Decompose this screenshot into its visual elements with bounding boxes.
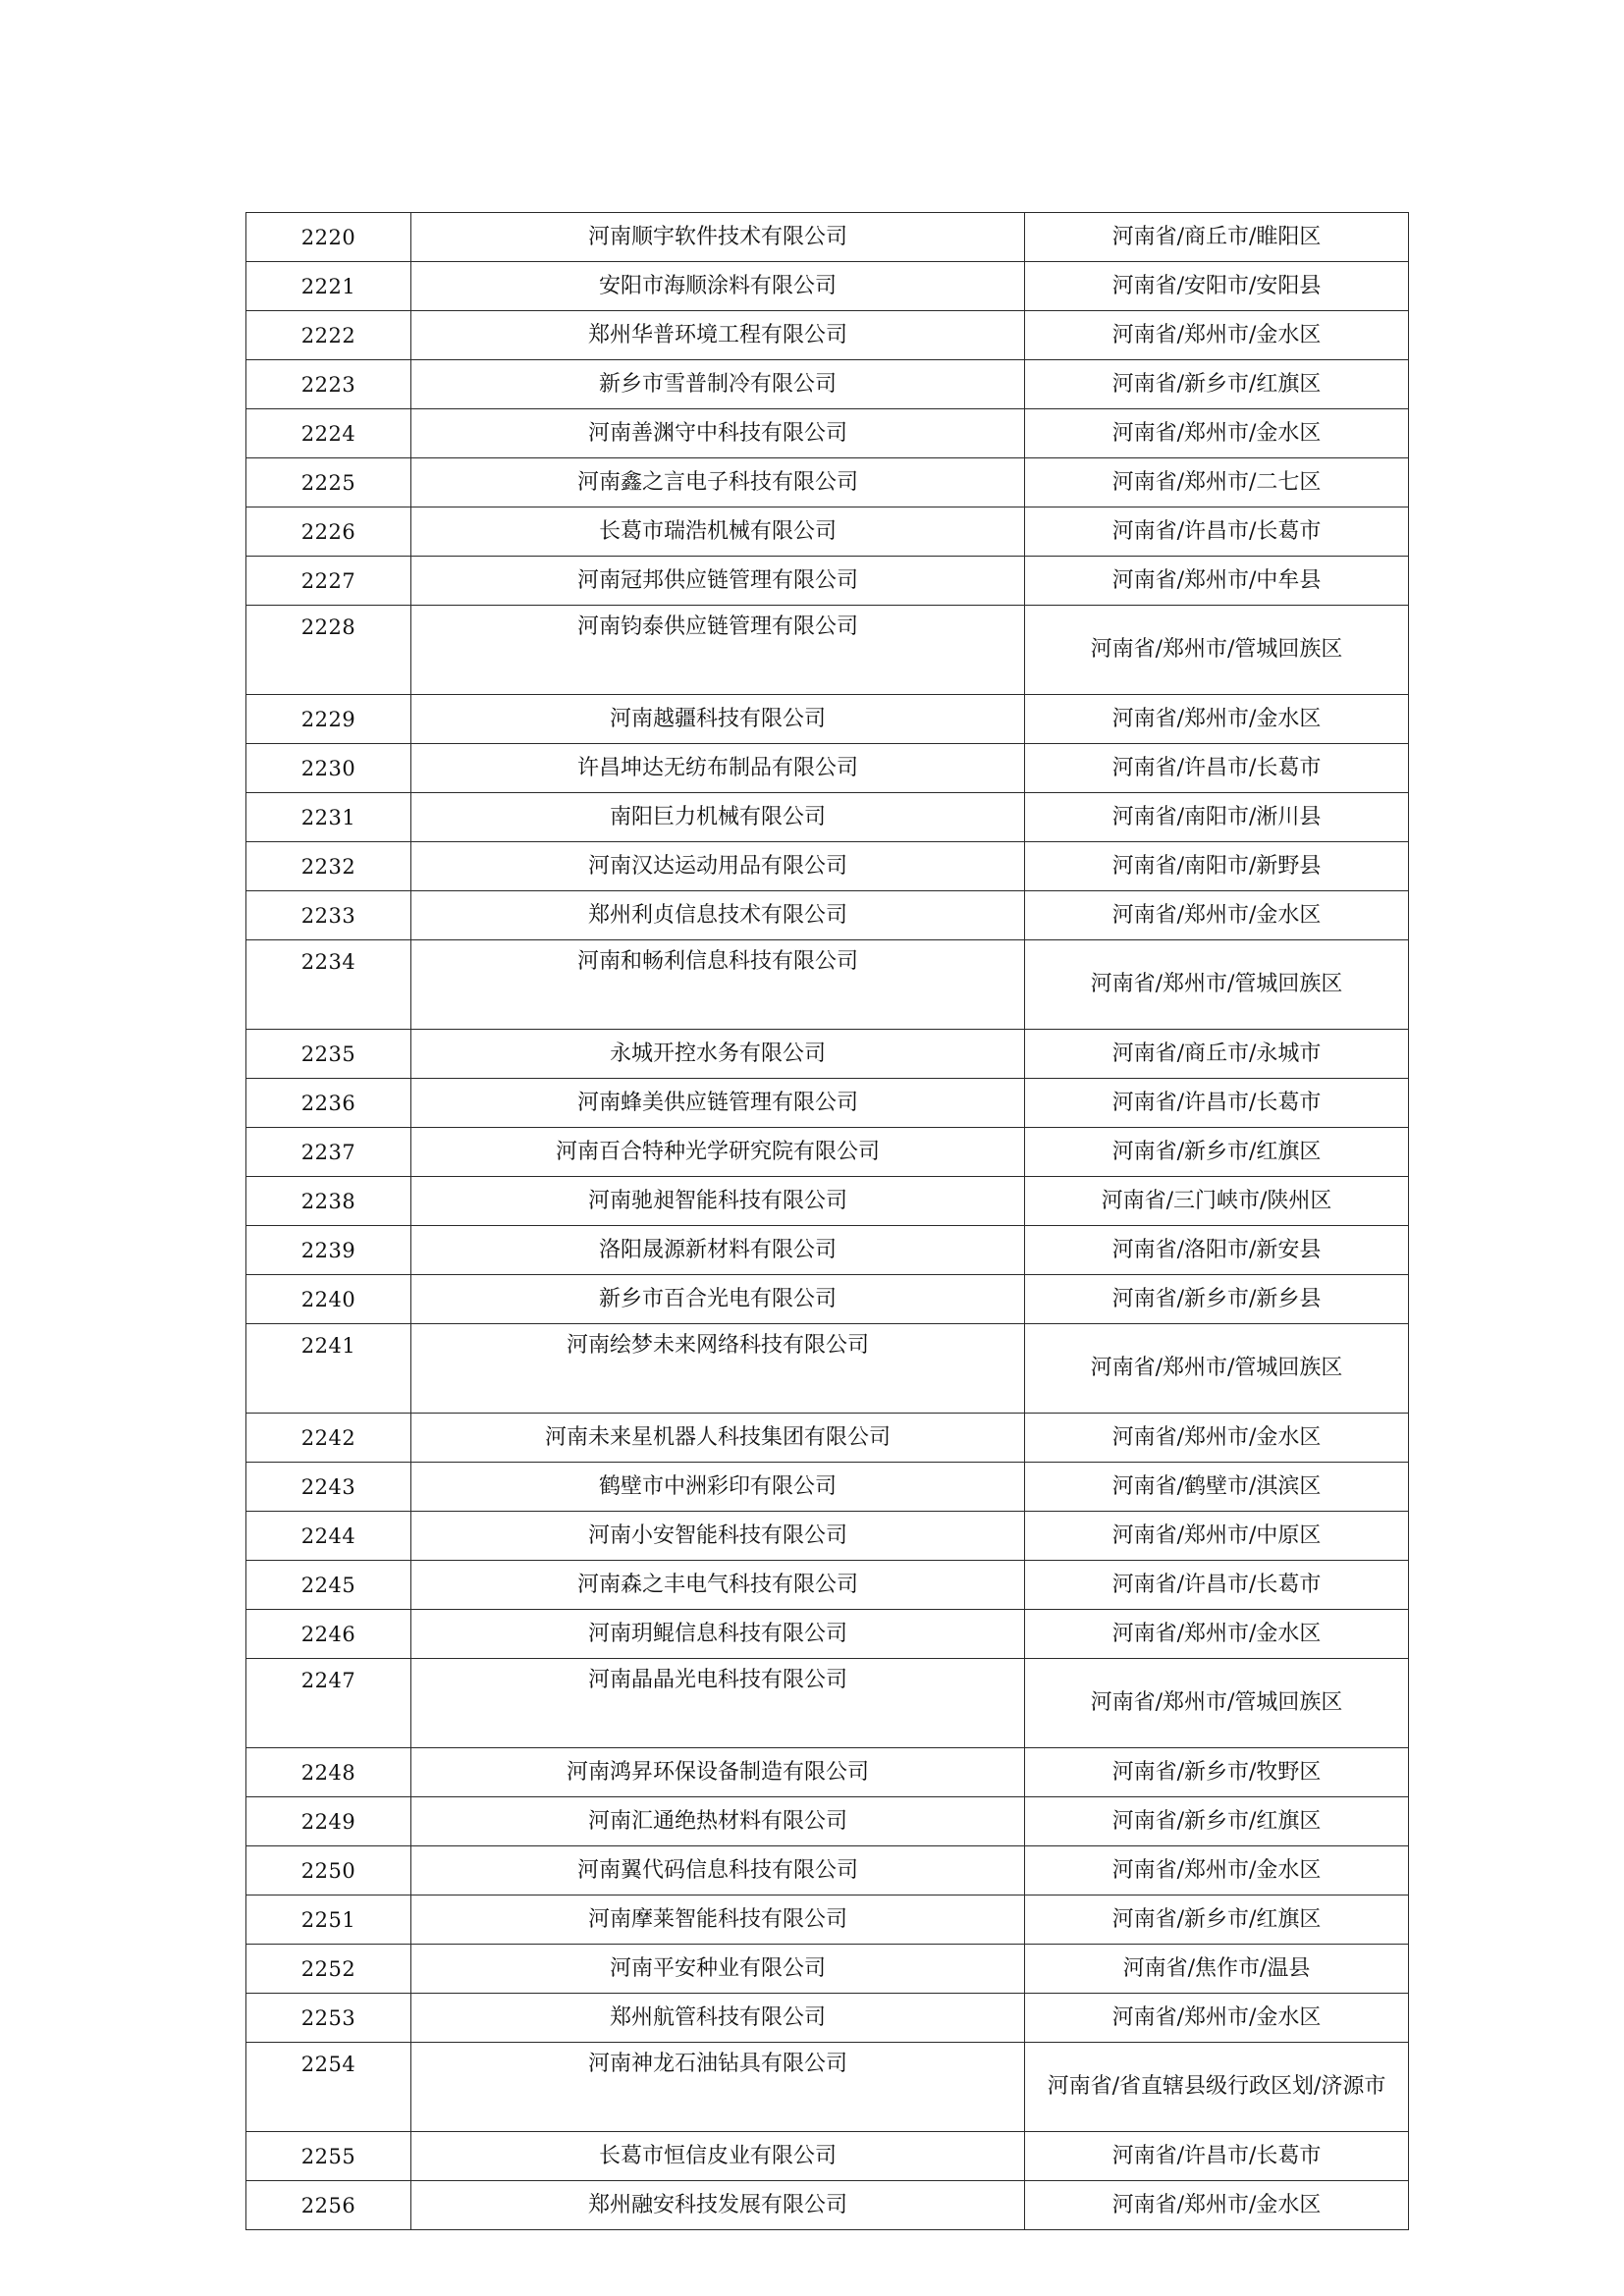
region-cell: 河南省/省直辖县级行政区划/济源市 [1025, 2043, 1409, 2132]
region-cell: 河南省/新乡市/红旗区 [1025, 1797, 1409, 1846]
table-row [246, 1748, 1409, 1797]
row-number-cell: 2249 [246, 1797, 411, 1846]
company-name-cell: 郑州华普环境工程有限公司 [411, 311, 1025, 360]
table-row [246, 1128, 1409, 1177]
row-number-cell: 2221 [246, 262, 411, 311]
table-row [246, 1079, 1409, 1128]
row-number-cell: 2243 [246, 1463, 411, 1512]
company-name-cell: 河南玥鲲信息科技有限公司 [411, 1610, 1025, 1659]
company-name-cell: 河南鑫之言电子科技有限公司 [411, 458, 1025, 507]
region-cell: 河南省/郑州市/管城回族区 [1025, 606, 1409, 695]
row-number-cell: 2220 [246, 213, 411, 262]
table-row [246, 1846, 1409, 1896]
region-cell: 河南省/新乡市/红旗区 [1025, 1128, 1409, 1177]
table-row [246, 1797, 1409, 1846]
region-cell: 河南省/郑州市/金水区 [1025, 1994, 1409, 2043]
enterprise-list-table [245, 212, 1409, 2230]
row-number-cell: 2241 [246, 1324, 411, 1414]
table-row [246, 360, 1409, 409]
table-row [246, 507, 1409, 557]
company-name-cell: 河南越疆科技有限公司 [411, 695, 1025, 744]
company-name-cell: 河南汇通绝热材料有限公司 [411, 1797, 1025, 1846]
table-row [246, 1275, 1409, 1324]
table-row [246, 1561, 1409, 1610]
region-cell: 河南省/郑州市/金水区 [1025, 695, 1409, 744]
table-row [246, 1226, 1409, 1275]
table-row [246, 1030, 1409, 1079]
row-number-cell: 2252 [246, 1945, 411, 1994]
table-row [246, 1512, 1409, 1561]
region-cell: 河南省/许昌市/长葛市 [1025, 744, 1409, 793]
company-name-cell: 洛阳晟源新材料有限公司 [411, 1226, 1025, 1275]
table-row [246, 1610, 1409, 1659]
row-number-cell: 2238 [246, 1177, 411, 1226]
table-row [246, 311, 1409, 360]
region-cell: 河南省/郑州市/金水区 [1025, 409, 1409, 458]
row-number-cell: 2222 [246, 311, 411, 360]
company-name-cell: 河南蜂美供应链管理有限公司 [411, 1079, 1025, 1128]
company-name-cell: 河南小安智能科技有限公司 [411, 1512, 1025, 1561]
region-cell: 河南省/南阳市/新野县 [1025, 842, 1409, 891]
company-name-cell: 河南汉达运动用品有限公司 [411, 842, 1025, 891]
row-number-cell: 2255 [246, 2132, 411, 2181]
row-number-cell: 2223 [246, 360, 411, 409]
table-row [246, 891, 1409, 940]
table-row [246, 793, 1409, 842]
table-row [246, 842, 1409, 891]
company-name-cell: 河南百合特种光学研究院有限公司 [411, 1128, 1025, 1177]
row-number-cell: 2246 [246, 1610, 411, 1659]
table-row [246, 606, 1409, 695]
region-cell: 河南省/焦作市/温县 [1025, 1945, 1409, 1994]
region-cell: 河南省/郑州市/金水区 [1025, 891, 1409, 940]
region-cell: 河南省/郑州市/金水区 [1025, 2181, 1409, 2230]
company-name-cell: 鹤壁市中洲彩印有限公司 [411, 1463, 1025, 1512]
region-cell: 河南省/郑州市/管城回族区 [1025, 940, 1409, 1030]
region-cell: 河南省/郑州市/金水区 [1025, 311, 1409, 360]
company-name-cell: 河南冠邦供应链管理有限公司 [411, 557, 1025, 606]
row-number-cell: 2245 [246, 1561, 411, 1610]
row-number-cell: 2237 [246, 1128, 411, 1177]
row-number-cell: 2226 [246, 507, 411, 557]
table-row [246, 695, 1409, 744]
row-number-cell: 2225 [246, 458, 411, 507]
row-number-cell: 2234 [246, 940, 411, 1030]
company-name-cell: 河南森之丰电气科技有限公司 [411, 1561, 1025, 1610]
row-number-cell: 2250 [246, 1846, 411, 1896]
region-cell: 河南省/郑州市/金水区 [1025, 1846, 1409, 1896]
row-number-cell: 2251 [246, 1896, 411, 1945]
row-number-cell: 2224 [246, 409, 411, 458]
company-name-cell: 河南神龙石油钻具有限公司 [411, 2043, 1025, 2132]
row-number-cell: 2236 [246, 1079, 411, 1128]
row-number-cell: 2248 [246, 1748, 411, 1797]
company-name-cell: 新乡市百合光电有限公司 [411, 1275, 1025, 1324]
row-number-cell: 2230 [246, 744, 411, 793]
table-row [246, 1324, 1409, 1414]
region-cell: 河南省/郑州市/金水区 [1025, 1414, 1409, 1463]
company-name-cell: 郑州利贞信息技术有限公司 [411, 891, 1025, 940]
company-name-cell: 河南平安种业有限公司 [411, 1945, 1025, 1994]
region-cell: 河南省/郑州市/管城回族区 [1025, 1659, 1409, 1748]
table-row [246, 557, 1409, 606]
table-body [246, 213, 1409, 2230]
table-row [246, 1945, 1409, 1994]
company-name-cell: 河南驰昶智能科技有限公司 [411, 1177, 1025, 1226]
region-cell: 河南省/三门峡市/陕州区 [1025, 1177, 1409, 1226]
region-cell: 河南省/许昌市/长葛市 [1025, 507, 1409, 557]
row-number-cell: 2254 [246, 2043, 411, 2132]
company-name-cell: 永城开控水务有限公司 [411, 1030, 1025, 1079]
table-row [246, 1463, 1409, 1512]
company-name-cell: 长葛市瑞浩机械有限公司 [411, 507, 1025, 557]
company-name-cell: 郑州航管科技有限公司 [411, 1994, 1025, 2043]
region-cell: 河南省/许昌市/长葛市 [1025, 1079, 1409, 1128]
region-cell: 河南省/新乡市/红旗区 [1025, 360, 1409, 409]
table-row [246, 744, 1409, 793]
company-name-cell: 河南摩莱智能科技有限公司 [411, 1896, 1025, 1945]
row-number-cell: 2228 [246, 606, 411, 695]
company-name-cell: 南阳巨力机械有限公司 [411, 793, 1025, 842]
company-name-cell: 安阳市海顺涂料有限公司 [411, 262, 1025, 311]
company-name-cell: 河南鸿昇环保设备制造有限公司 [411, 1748, 1025, 1797]
region-cell: 河南省/新乡市/新乡县 [1025, 1275, 1409, 1324]
table-row [246, 213, 1409, 262]
row-number-cell: 2233 [246, 891, 411, 940]
region-cell: 河南省/郑州市/中牟县 [1025, 557, 1409, 606]
table-row [246, 409, 1409, 458]
row-number-cell: 2231 [246, 793, 411, 842]
company-name-cell: 河南善渊守中科技有限公司 [411, 409, 1025, 458]
region-cell: 河南省/商丘市/睢阳区 [1025, 213, 1409, 262]
table-row [246, 1659, 1409, 1748]
table-row [246, 940, 1409, 1030]
row-number-cell: 2229 [246, 695, 411, 744]
company-name-cell: 河南绘梦未来网络科技有限公司 [411, 1324, 1025, 1414]
row-number-cell: 2242 [246, 1414, 411, 1463]
company-name-cell: 河南晶晶光电科技有限公司 [411, 1659, 1025, 1748]
row-number-cell: 2239 [246, 1226, 411, 1275]
row-number-cell: 2256 [246, 2181, 411, 2230]
row-number-cell: 2247 [246, 1659, 411, 1748]
table-row [246, 2181, 1409, 2230]
company-name-cell: 长葛市恒信皮业有限公司 [411, 2132, 1025, 2181]
row-number-cell: 2244 [246, 1512, 411, 1561]
table-row [246, 1414, 1409, 1463]
company-name-cell: 河南钧泰供应链管理有限公司 [411, 606, 1025, 695]
region-cell: 河南省/郑州市/管城回族区 [1025, 1324, 1409, 1414]
table-row [246, 458, 1409, 507]
table-row [246, 1177, 1409, 1226]
table-row [246, 2043, 1409, 2132]
company-name-cell: 新乡市雪普制冷有限公司 [411, 360, 1025, 409]
region-cell: 河南省/安阳市/安阳县 [1025, 262, 1409, 311]
row-number-cell: 2227 [246, 557, 411, 606]
company-name-cell: 河南未来星机器人科技集团有限公司 [411, 1414, 1025, 1463]
region-cell: 河南省/许昌市/长葛市 [1025, 1561, 1409, 1610]
row-number-cell: 2240 [246, 1275, 411, 1324]
region-cell: 河南省/商丘市/永城市 [1025, 1030, 1409, 1079]
row-number-cell: 2232 [246, 842, 411, 891]
region-cell: 河南省/许昌市/长葛市 [1025, 2132, 1409, 2181]
company-name-cell: 河南和畅利信息科技有限公司 [411, 940, 1025, 1030]
company-name-cell: 河南顺宇软件技术有限公司 [411, 213, 1025, 262]
row-number-cell: 2253 [246, 1994, 411, 2043]
region-cell: 河南省/新乡市/牧野区 [1025, 1748, 1409, 1797]
table-row [246, 262, 1409, 311]
region-cell: 河南省/新乡市/红旗区 [1025, 1896, 1409, 1945]
region-cell: 河南省/南阳市/淅川县 [1025, 793, 1409, 842]
table-row [246, 1896, 1409, 1945]
company-name-cell: 许昌坤达无纺布制品有限公司 [411, 744, 1025, 793]
company-name-cell: 郑州融安科技发展有限公司 [411, 2181, 1025, 2230]
region-cell: 河南省/洛阳市/新安县 [1025, 1226, 1409, 1275]
region-cell: 河南省/郑州市/二七区 [1025, 458, 1409, 507]
region-cell: 河南省/郑州市/金水区 [1025, 1610, 1409, 1659]
table-row [246, 1994, 1409, 2043]
row-number-cell: 2235 [246, 1030, 411, 1079]
region-cell: 河南省/郑州市/中原区 [1025, 1512, 1409, 1561]
table-row [246, 2132, 1409, 2181]
region-cell: 河南省/鹤壁市/淇滨区 [1025, 1463, 1409, 1512]
company-name-cell: 河南翼代码信息科技有限公司 [411, 1846, 1025, 1896]
